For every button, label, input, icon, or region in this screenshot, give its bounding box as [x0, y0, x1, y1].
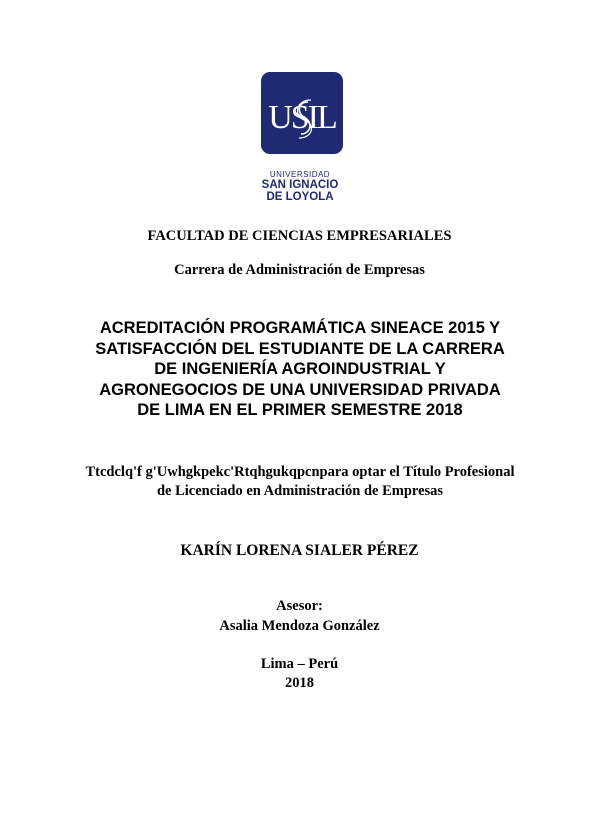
svg-text:USIL: USIL	[268, 99, 336, 136]
degree-purpose	[50, 463, 550, 501]
thesis-title-line: DE INGENIERÍA AGROINDUSTRIAL Y	[154, 360, 446, 378]
thesis-title-line: ACREDITACIÓN PROGRAMÁTICA SINEACE 2015 Y	[99, 319, 501, 337]
logo-text-de-loyola: DE LOYOLA	[266, 191, 334, 203]
university-logo	[261, 72, 343, 154]
logo-text-universidad: UNIVERSIDAD	[269, 170, 331, 179]
advisor-label: Asesor:	[276, 598, 323, 614]
thesis-title-line: SATISFACCIÓN DEL ESTUDIANTE DE LA CARRERA	[95, 339, 505, 358]
author-name: KARÍN LORENA SIALER PÉREZ	[180, 542, 419, 559]
thesis-title	[60, 318, 540, 421]
thesis-title-line: DE LIMA EN EL PRIMER SEMESTRE 2018	[137, 401, 463, 419]
career-heading: Carrera de Administración de Empresas	[174, 262, 425, 278]
degree-purpose-line: de Licenciado en Administración de Empresas	[156, 483, 444, 499]
advisor-name: Asalia Mendoza González	[219, 618, 380, 634]
usil-monogram-icon	[261, 72, 343, 154]
faculty-heading: FACULTAD DE CIENCIAS EMPRESARIALES	[147, 228, 452, 244]
year-text: 2018	[285, 675, 314, 691]
thesis-title-line: AGRONEGOCIOS DE UNA UNIVERSIDAD PRIVADA	[99, 380, 501, 399]
logo-text-san-ignacio: SAN IGNACIO	[261, 179, 339, 191]
place-text: Lima – Perú	[260, 656, 339, 672]
degree-purpose-line: Ttcdclq'f g'Uwhgkpekc'Rtqhgukqpcnpara optar el Título Profesional	[85, 464, 515, 480]
